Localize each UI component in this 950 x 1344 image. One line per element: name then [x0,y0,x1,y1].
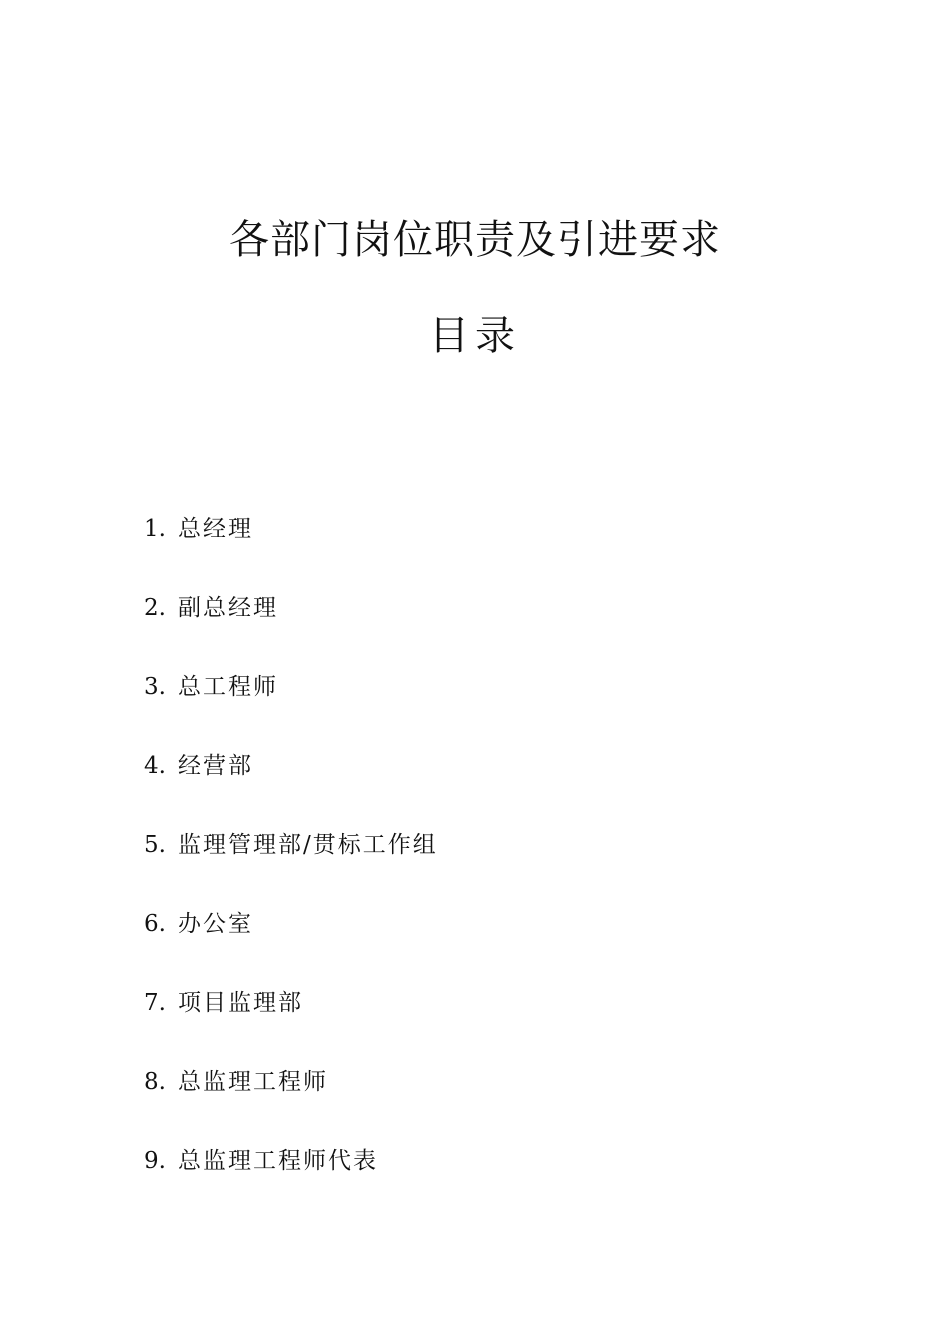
toc-item-number: 9. [144,1148,166,1174]
toc-item-chief-engineer [144,668,438,747]
toc-item-deputy-general-manager [144,589,438,668]
toc-item-office [144,905,438,984]
toc-item-number: 6. [144,911,166,937]
toc-item-number: 1. [144,516,166,542]
toc-item-label: 总工程师 [178,674,278,700]
toc-item-label: 副总经理 [178,595,278,621]
toc-item-number: 3. [144,674,166,700]
toc-item-supervision-management [144,826,438,905]
toc-item-business-department [144,747,438,826]
toc-item-label: 监理管理部/贯标工作组 [178,832,438,858]
toc-item-number: 4. [144,753,166,779]
toc-item-chief-supervising-engineer [144,1063,438,1142]
toc-item-project-supervision [144,984,438,1063]
toc-item-number: 8. [144,1069,166,1095]
toc-item-label: 总监理工程师 [178,1069,328,1095]
toc-item-label: 项目监理部 [178,990,303,1016]
table-of-contents [144,510,438,1221]
toc-item-label: 总经理 [178,516,253,542]
toc-heading: 目录 [429,313,521,359]
toc-item-number: 7. [144,990,166,1016]
toc-item-label: 总监理工程师代表 [178,1148,378,1174]
toc-item-number: 2. [144,595,166,621]
toc-item-number: 5. [144,832,166,858]
document-title: 各部门岗位职责及引进要求 [229,217,721,263]
toc-item-label: 经营部 [178,753,253,779]
toc-item-chief-supervising-engineer-representative [144,1142,438,1221]
toc-item-general-manager [144,510,438,589]
toc-item-label: 办公室 [178,911,253,937]
